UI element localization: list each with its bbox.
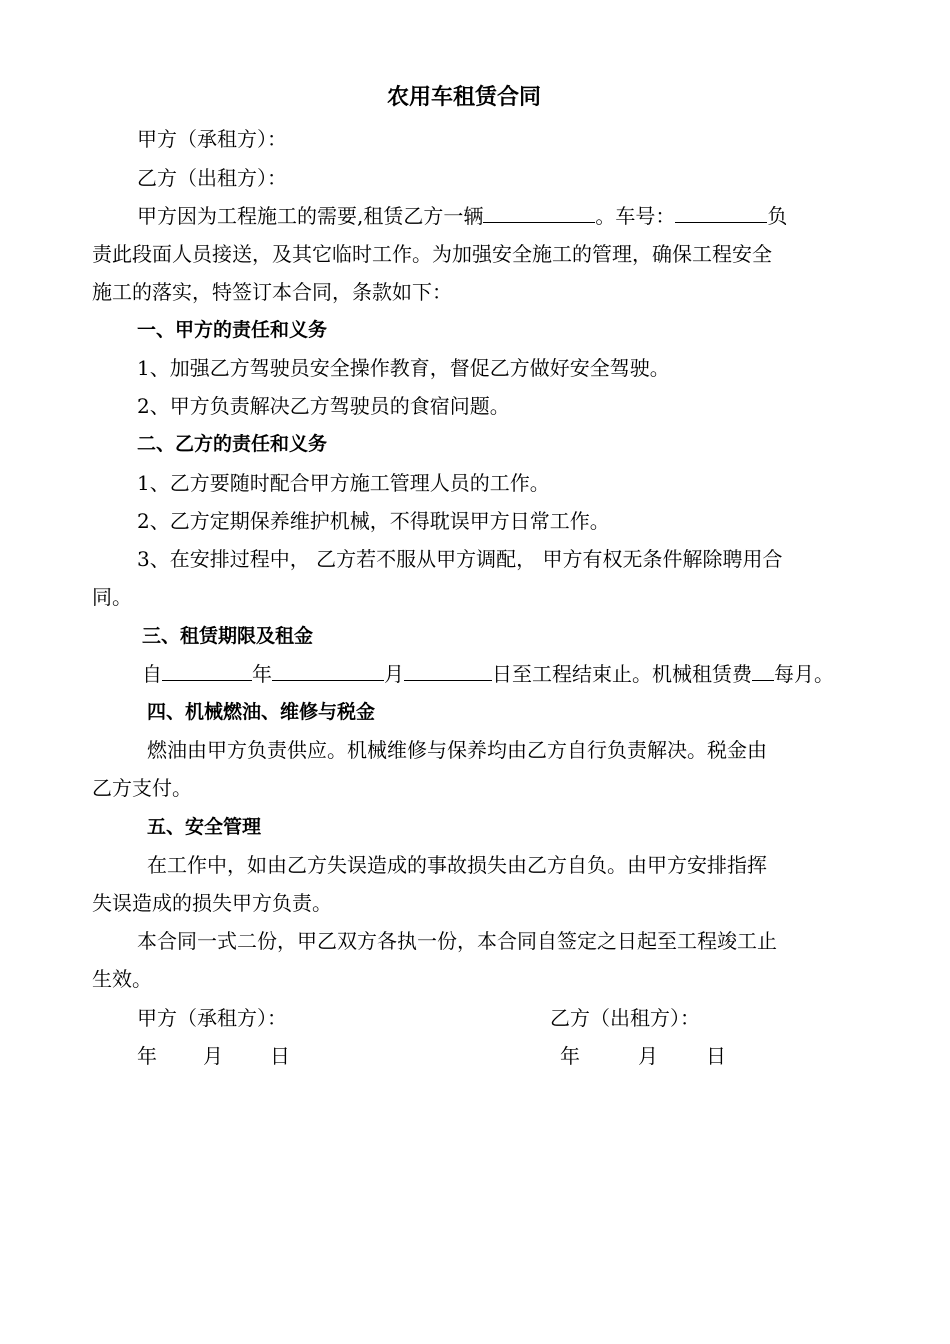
party-a-line: 甲方（承租方）： [137, 127, 287, 151]
page-title: 农用车租赁合同 [387, 85, 542, 110]
section-5-line-1: 在工作中，如由乙方失误造成的事故损失由乙方自负。由甲方安排指挥 [147, 853, 767, 877]
section-4-line-1: 燃油由甲方负责供应。机械维修与保养均由乙方自行负责解决。税金由 [147, 738, 767, 762]
intro-line-3: 施工的落实，特签订本合同，条款如下： [92, 280, 452, 304]
section-2-item-2: 2、乙方定期保养维护机械，不得耽误甲方日常工作。 [137, 509, 610, 533]
section-1-item-2: 2、甲方负责解决乙方驾驶员的食宿问题。 [137, 394, 510, 418]
section-4-line-2: 乙方支付。 [92, 776, 192, 800]
party-a-date-month: 月 [203, 1044, 223, 1068]
party-b-date-month: 月 [638, 1044, 658, 1068]
year-label: 年 [252, 662, 272, 686]
section-2-item-1: 1、乙方要随时配合甲方施工管理人员的工作。 [137, 471, 550, 495]
closing-line-2: 生效。 [92, 967, 152, 991]
section-5-heading: 五、安全管理 [147, 816, 262, 838]
plate-number-blank[interactable] [675, 202, 767, 223]
start-day-blank[interactable] [404, 660, 492, 681]
party-b-date-day: 日 [706, 1044, 726, 1068]
rental-fee-blank[interactable] [752, 660, 774, 681]
start-month-blank[interactable] [272, 660, 384, 681]
closing-line-1: 本合同一式二份，甲乙双方各执一份，本合同自签定之日起至工程竣工止 [137, 929, 777, 953]
per-month-label: 每月。 [774, 662, 834, 686]
intro-line-1 [137, 202, 787, 230]
party-a-date-year: 年 [137, 1044, 157, 1068]
party-b-line: 乙方（出租方）： [137, 166, 287, 190]
section-4-heading: 四、机械燃油、维修与税金 [147, 701, 376, 723]
section-1-item-1: 1、加强乙方驾驶员安全操作教育，督促乙方做好安全驾驶。 [137, 356, 670, 380]
from-label: 自 [142, 662, 162, 686]
intro-text-3: 负 [767, 204, 788, 228]
month-label: 月 [384, 662, 404, 686]
section-3-heading: 三、租赁期限及租金 [142, 625, 314, 647]
intro-text-1: 甲方因为工程施工的需要,租赁乙方一辆 [137, 204, 484, 228]
party-a-signature-label: 甲方（承租方）： [137, 1006, 287, 1030]
section-1-heading: 一、甲方的责任和义务 [137, 319, 328, 341]
section-2-item-3-line-1: 3、在安排过程中， 乙方若不服从甲方调配， 甲方有权无条件解除聘用合 [137, 547, 783, 571]
start-year-blank[interactable] [162, 660, 252, 681]
intro-line-2: 责此段面人员接送，及其它临时工作。为加强安全施工的管理，确保工程安全 [92, 242, 772, 266]
vehicle-blank[interactable] [483, 202, 595, 223]
party-a-date-day: 日 [270, 1044, 290, 1068]
party-b-signature-label: 乙方（出租方）： [550, 1006, 700, 1030]
section-5-line-2: 失误造成的损失甲方负责。 [92, 891, 332, 915]
section-2-item-3-line-2: 同。 [92, 585, 132, 609]
intro-text-2: 。车号： [595, 204, 676, 228]
party-b-date-year: 年 [560, 1044, 580, 1068]
lease-tail-text: 日至工程结束止。机械租赁费 [492, 662, 752, 686]
lease-term-line [142, 660, 834, 688]
section-2-heading: 二、乙方的责任和义务 [137, 433, 328, 455]
